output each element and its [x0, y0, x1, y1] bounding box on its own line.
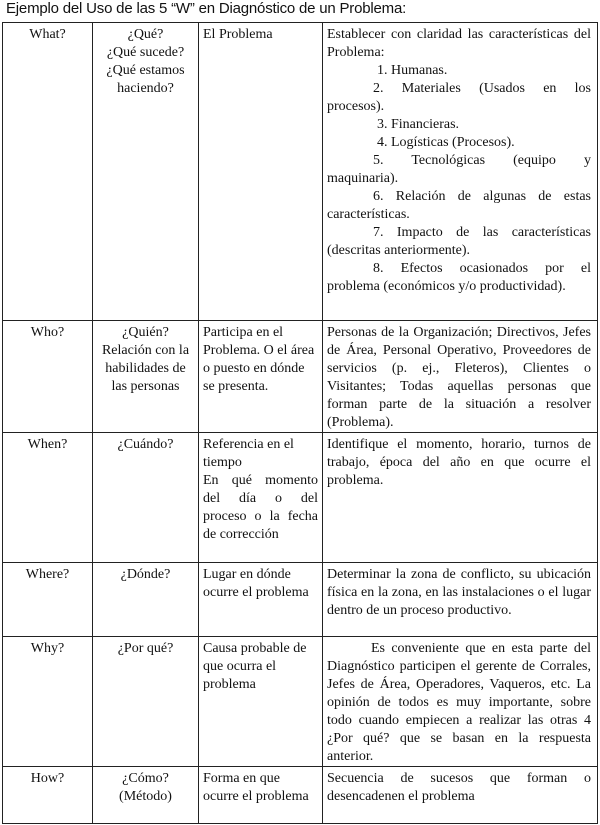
cell-who-label: Who? [3, 321, 93, 433]
five-w-table [2, 22, 598, 824]
list-item: 5. Tecnológicas (equipo y maquinaria). [327, 153, 591, 186]
what-intro: Establecer con claridad las características del Problema: [327, 27, 591, 60]
when-subject-detail: En qué momento del día o del proceso o la fecha de corrección [203, 473, 318, 542]
when-subject-text: Referencia en el tiempo [203, 437, 294, 470]
what-questions-text: ¿Qué? ¿Qué sucede? ¿Qué estamos haciendo? [106, 27, 185, 96]
cell-when-description: Identifique el momento, horario, turnos de trabajo, época del año en que ocurre el problema. [323, 433, 598, 563]
cell-where-questions: ¿Dónde? [93, 563, 199, 637]
cell-when-questions: ¿Cuándo? [93, 433, 199, 563]
list-item: 4. Logísticas (Procesos). [377, 135, 515, 150]
cell-where-description: Determinar la zona de conflicto, su ubicación física en la zona, en las instalaciones o el lugar dentro de un proceso productivo. [323, 563, 598, 637]
cell-who-questions [93, 321, 199, 433]
list-item: 7. Impacto de las características (descritas anteriormente). [327, 225, 591, 258]
cell-what-questions [93, 23, 199, 321]
cell-what-label: What? [3, 23, 93, 321]
how-questions-text: ¿Cómo? (Método) [119, 771, 172, 804]
list-item: 3. Financieras. [377, 117, 460, 132]
table-row-how [3, 767, 598, 824]
list-item: 2. Materiales (Usados en los procesos). [327, 81, 591, 114]
cell-how-description: Secuencia de sucesos que forman o desencadenen el problema [323, 767, 598, 824]
list-item: 6. Relación de algunas de estas características. [327, 189, 591, 222]
cell-who-subject: Participa en el Problema. O el área o puesto en dónde se presenta. [199, 321, 323, 433]
table-row-why [3, 637, 598, 767]
list-item: 1. Humanas. [377, 63, 448, 78]
table-row-what [3, 23, 598, 321]
cell-why-subject: Causa probable de que ocurra el problema [199, 637, 323, 767]
table-row-when [3, 433, 598, 563]
cell-when-subject [199, 433, 323, 563]
table-row-where [3, 563, 598, 637]
list-item: 8. Efectos ocasionados por el problema (económicos y/o productividad). [327, 261, 591, 294]
cell-how-subject: Forma en que ocurre el problema [199, 767, 323, 824]
cell-where-subject: Lugar en dónde ocurre el problema [199, 563, 323, 637]
cell-what-subject: El Problema [199, 23, 323, 321]
table-row-who [3, 321, 598, 433]
cell-why-description: Es conveniente que en esta parte del Diagnóstico participen el gerente de Corrales, Jefes de Área, Operadores, Vaqueros, etc. La opinión de todos es muy importante, sobre todo cuando empiecen a realizar las otras 4 ¿Por qué? que se basan en la respuesta anterior. [323, 637, 598, 767]
cell-how-label: How? [3, 767, 93, 824]
cell-how-questions [93, 767, 199, 824]
page-title: Ejemplo del Uso de las 5 “W” en Diagnóstico de un Problema: [6, 0, 407, 17]
cell-why-questions: ¿Por qué? [93, 637, 199, 767]
cell-what-description [323, 23, 598, 321]
cell-when-label: When? [3, 433, 93, 563]
who-questions-text: ¿Quién? Relación con la habilidades de las personas [101, 325, 190, 394]
cell-why-label: Why? [3, 637, 93, 767]
cell-where-label: Where? [3, 563, 93, 637]
cell-who-description: Personas de la Organización; Directivos, Jefes de Área, Personal Operativo, Proveedores de servicios (p. ej., Fleteros), Clientes o Visitantes; Todas aquellas personas que forman parte de la situación a resolver (Problema). [323, 321, 598, 433]
